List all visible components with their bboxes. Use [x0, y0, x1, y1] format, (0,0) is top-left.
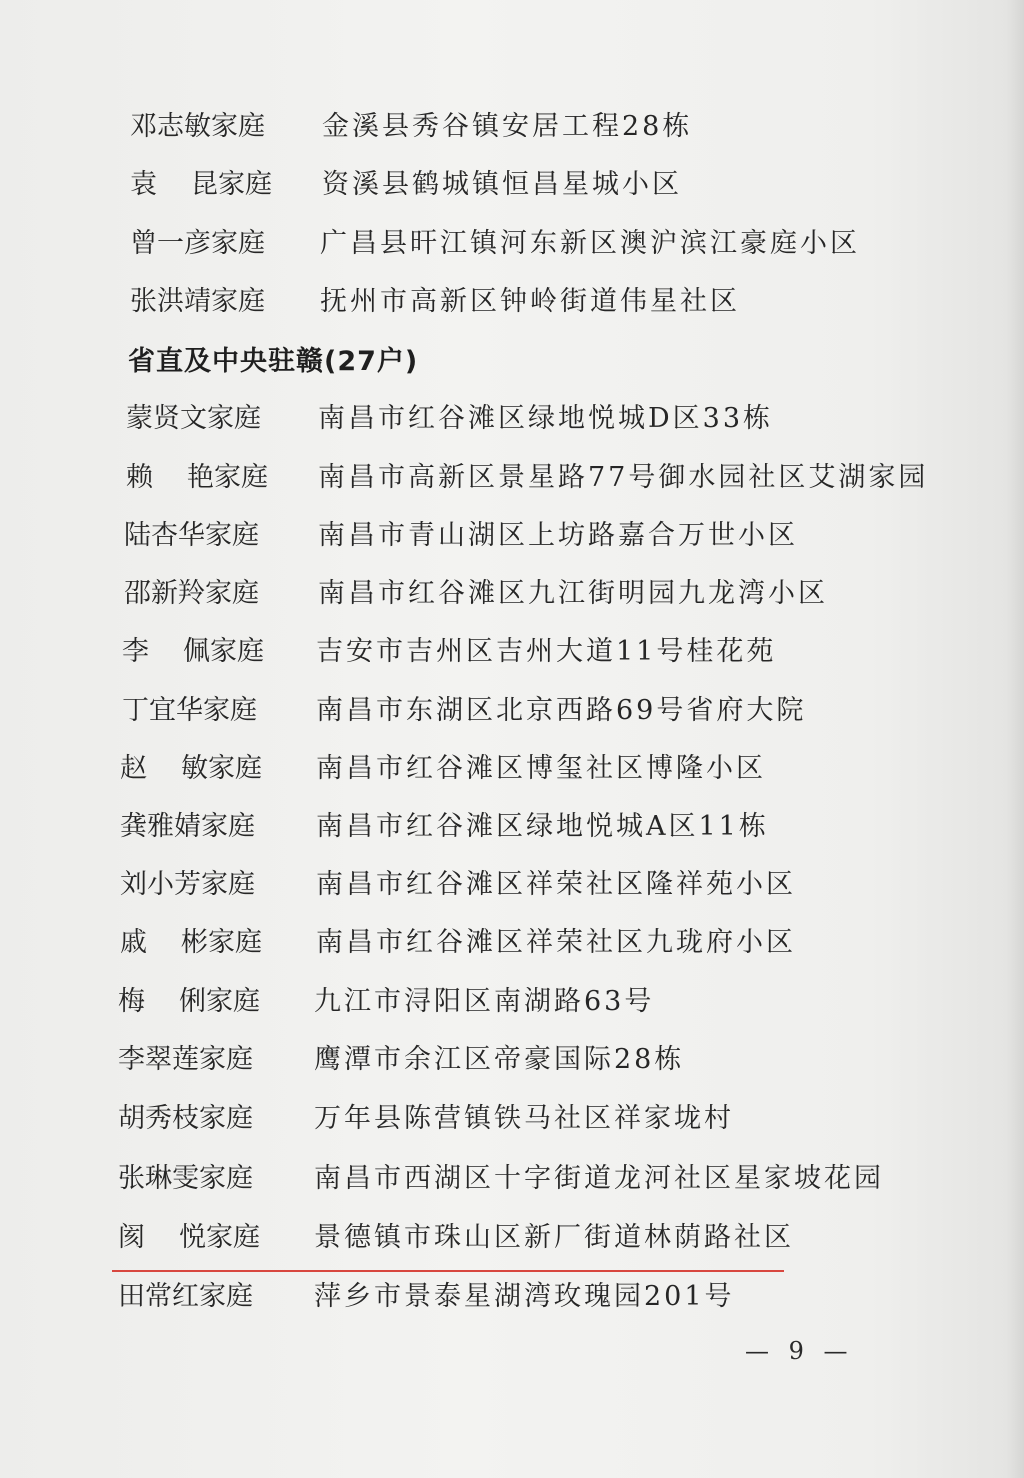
family-entry	[0, 747, 1000, 791]
family-entry	[0, 980, 1000, 1024]
family-name: 田常红家庭	[118, 1281, 253, 1312]
family-name: 蒙贤文家庭	[126, 403, 261, 434]
family-name: 邵新羚家庭	[124, 578, 259, 609]
page-number: — 9 —	[745, 1337, 854, 1365]
family-name: 龚雅婧家庭	[120, 811, 255, 842]
family-address: 景德镇市珠山区新厂街道林荫路社区	[314, 1222, 794, 1253]
family-address: 南昌市红谷滩区祥荣社区隆祥苑小区	[316, 869, 796, 900]
family-name: 曾一彦家庭	[130, 228, 265, 259]
family-entry	[0, 689, 1000, 733]
family-name: 陆杏华家庭	[124, 520, 259, 551]
family-address: 金溪县秀谷镇安居工程28栋	[322, 111, 693, 142]
family-name: 张洪靖家庭	[130, 286, 265, 317]
family-entry	[0, 572, 1000, 616]
family-address: 吉安市吉州区吉州大道11号桂花苑	[316, 636, 777, 667]
family-name: 李 佩家庭	[122, 636, 264, 667]
family-address: 南昌市红谷滩区祥荣社区九珑府小区	[316, 927, 796, 958]
family-entry	[0, 921, 1000, 965]
family-address: 南昌市红谷滩区九江街明园九龙湾小区	[318, 578, 828, 609]
family-entry	[0, 1157, 1000, 1201]
family-entry	[0, 514, 1000, 558]
family-address: 广昌县旰江镇河东新区澳沪滨江豪庭小区	[320, 228, 860, 259]
family-name: 袁 昆家庭	[130, 169, 272, 200]
family-address: 南昌市红谷滩区绿地悦城A区11栋	[316, 811, 769, 842]
family-entry	[0, 630, 1000, 674]
family-name: 赖 艳家庭	[126, 462, 268, 493]
family-address: 南昌市高新区景星路77号御水园社区艾湖家园	[318, 462, 929, 493]
family-entry	[0, 163, 1000, 207]
red-annotation-line	[112, 1270, 784, 1272]
family-address: 南昌市红谷滩区博玺社区博隆小区	[316, 753, 766, 784]
family-name: 刘小芳家庭	[120, 869, 255, 900]
family-entry	[0, 105, 1000, 149]
family-name: 赵 敏家庭	[120, 753, 262, 784]
family-entry	[0, 1038, 1000, 1082]
family-entry	[0, 280, 1000, 324]
family-address: 南昌市东湖区北京西路69号省府大院	[316, 695, 807, 726]
family-entry	[0, 1216, 1000, 1260]
section-heading: 省直及中央驻赣(27户)	[128, 346, 419, 377]
family-name: 戚 彬家庭	[120, 927, 262, 958]
family-name: 丁宜华家庭	[122, 695, 257, 726]
family-address: 鹰潭市余江区帝豪国际28栋	[314, 1044, 685, 1075]
family-name: 邓志敏家庭	[130, 111, 265, 142]
family-address: 抚州市高新区钟岭街道伟星社区	[320, 286, 740, 317]
family-address: 南昌市红谷滩区绿地悦城D区33栋	[318, 403, 774, 434]
family-entry	[0, 1275, 1000, 1319]
family-entry	[0, 805, 1000, 849]
family-name: 胡秀枝家庭	[118, 1103, 253, 1134]
family-address: 九江市浔阳区南湖路63号	[314, 986, 655, 1017]
family-entry	[0, 863, 1000, 907]
family-entry	[0, 397, 1000, 441]
family-entry	[0, 456, 1000, 500]
family-address: 资溪县鹤城镇恒昌星城小区	[322, 169, 682, 200]
family-address: 南昌市西湖区十字街道龙河社区星家坡花园	[314, 1163, 884, 1194]
family-name: 梅 俐家庭	[118, 986, 260, 1017]
family-name: 张琳雯家庭	[118, 1163, 253, 1194]
family-entry	[0, 1097, 1000, 1141]
family-entry	[0, 222, 1000, 266]
family-name: 阂 悦家庭	[118, 1222, 260, 1253]
family-address: 萍乡市景泰星湖湾玫瑰园201号	[314, 1281, 735, 1312]
family-address: 万年县陈营镇铁马社区祥家垅村	[314, 1103, 734, 1134]
family-address: 南昌市青山湖区上坊路嘉合万世小区	[318, 520, 798, 551]
family-name: 李翠莲家庭	[118, 1044, 253, 1075]
